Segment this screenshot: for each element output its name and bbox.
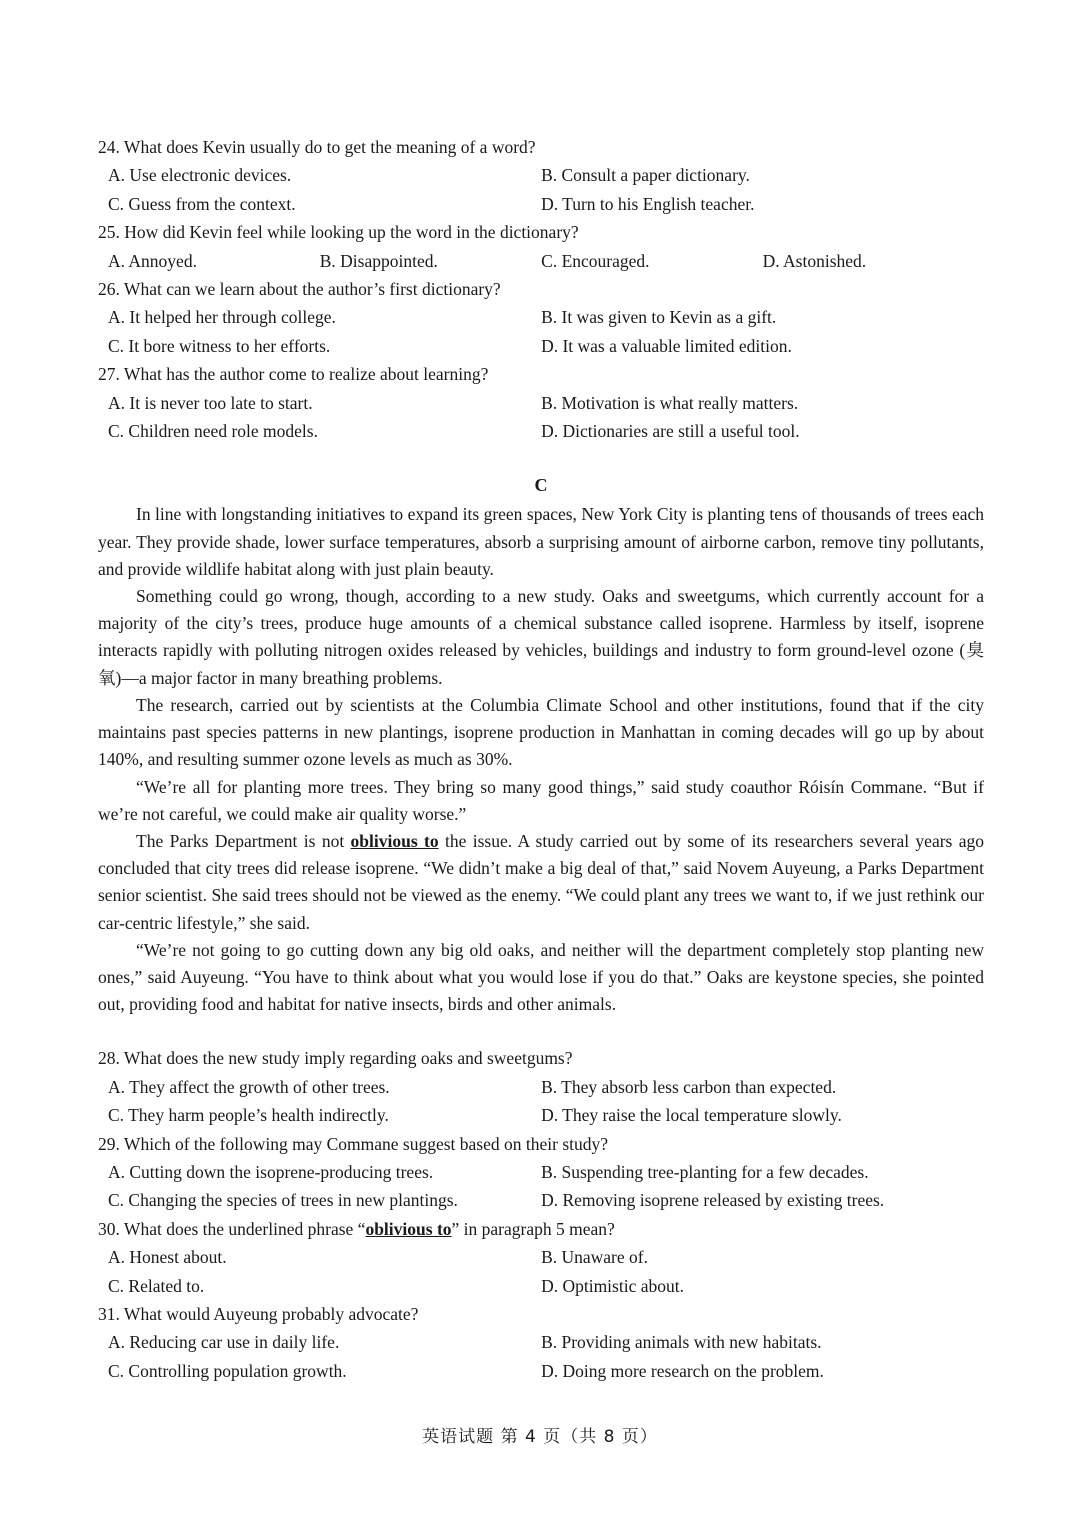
options-31-row2 [98, 1357, 984, 1385]
paragraph-5 [98, 828, 984, 937]
options-31 [98, 1328, 984, 1356]
option-24-d: D. Turn to his English teacher. [541, 193, 755, 214]
options-29-row2 [98, 1186, 984, 1214]
option-30-a: A. Honest about. [108, 1247, 227, 1268]
paragraph-4: “We’re all for planting more trees. They bring so many good things,” said study coauthor Róisín Commane. “But if we’re not careful, we could make air quality worse.” [98, 776, 984, 824]
options-27-row2 [98, 417, 984, 445]
question-24: 24. What does Kevin usually do to get the meaning of a word? [98, 137, 536, 157]
options-30 [98, 1243, 984, 1271]
options-25 [98, 247, 984, 275]
question-26: 26. What can we learn about the author’s first dictionary? [98, 279, 501, 300]
option-31-c: C. Controlling population growth. [108, 1360, 347, 1381]
option-31-d: D. Doing more research on the problem. [541, 1360, 824, 1381]
option-26-b: B. It was given to Kevin as a gift. [541, 307, 777, 328]
option-25-c: C. Encouraged. [541, 250, 650, 271]
option-24-a: A. Use electronic devices. [108, 165, 292, 186]
option-24-b: B. Consult a paper dictionary. [541, 165, 750, 186]
option-27-c: C. Children need role models. [108, 421, 318, 442]
question-30-start: 30. What does the underlined phrase “ [98, 1218, 366, 1239]
option-24-c: C. Guess from the context. [108, 193, 296, 214]
question-30 [98, 1215, 984, 1243]
underlined-phrase: oblivious to [350, 830, 439, 851]
option-27-b: B. Motivation is what really matters. [541, 392, 799, 413]
option-31-a: A. Reducing car use in daily life. [108, 1332, 340, 1353]
option-29-b: B. Suspending tree-planting for a few decades. [541, 1161, 869, 1182]
page-content [98, 133, 984, 1385]
option-28-c: C. They harm people’s health indirectly. [108, 1105, 389, 1126]
question-30-phrase: oblivious to [365, 1218, 452, 1239]
page-footer: 英语试题 第 4 页（共 8 页） [422, 1427, 658, 1447]
option-30-b: B. Unaware of. [541, 1247, 648, 1268]
option-29-a: A. Cutting down the isoprene-producing trees. [108, 1161, 434, 1182]
paragraph-1: In line with longstanding initiatives to expand its green spaces, New York City is planting tens of thousands of trees each year. They provide shade, lower surface temperatures, absorb a surprising amount of airborne carbon, remove tiny pollutants, and provide wildlife habitat along with just plain beauty. [98, 504, 984, 579]
paragraph-5-rest: the issue. A study carried out by some of its researchers several years ago concluded that city trees did release isoprene. “We didn’t make a big deal of that,” said Novem Auyeung, a Parks Department senior scientist. She said trees should not be viewed as the enemy. “We could plant any trees we want to, if we just rethink our car-centric lifestyle,” she said. [98, 830, 984, 933]
option-27-d: D. Dictionaries are still a useful tool. [541, 421, 800, 442]
question-25: 25. How did Kevin feel while looking up the word in the dictionary? [98, 222, 579, 243]
options-27 [98, 389, 984, 417]
options-28 [98, 1073, 984, 1101]
option-28-d: D. They raise the local temperature slowly. [541, 1105, 842, 1126]
paragraph-3: The research, carried out by scientists at the Columbia Climate School and other institutions, found that if the city maintains past species patterns in new plantings, isoprene production in Manhattan in coming decades will go up by about 140%, and resulting summer ozone levels as much as 30%. [98, 694, 984, 770]
option-25-d: D. Astonished. [762, 250, 867, 271]
options-24-row2 [98, 190, 984, 218]
paragraph-5-start: The Parks Department is not [136, 830, 351, 851]
option-28-b: B. They absorb less carbon than expected. [541, 1076, 837, 1097]
question-31: 31. What would Auyeung probably advocate? [98, 1303, 419, 1324]
option-28-a: A. They affect the growth of other trees. [108, 1076, 390, 1097]
options-26-row2 [98, 332, 984, 360]
options-28-row2 [98, 1101, 984, 1129]
option-26-c: C. It bore witness to her efforts. [108, 335, 331, 356]
options-24 [98, 161, 984, 189]
option-27-a: A. It is never too late to start. [108, 392, 313, 413]
option-30-d: D. Optimistic about. [541, 1275, 684, 1296]
section-title: C [534, 475, 548, 496]
question-27: 27. What has the author come to realize about learning? [98, 364, 489, 385]
option-29-d: D. Removing isoprene released by existing trees. [541, 1190, 885, 1211]
paragraph-2: Something could go wrong, though, according to a new study. Oaks and sweetgums, which currently account for a majority of the city’s trees, produce huge amounts of a chemical substance called isoprene. Harmless by itself, isoprene interacts rapidly with polluting nitrogen oxides released by vehicles, buildings and industry to form ground-level ozone (臭氧)—a major factor in many breathing problems. [98, 586, 984, 688]
options-29 [98, 1158, 984, 1186]
option-26-a: A. It helped her through college. [108, 307, 336, 328]
question-28: 28. What does the new study imply regarding oaks and sweetgums? [98, 1048, 573, 1069]
option-31-b: B. Providing animals with new habitats. [541, 1332, 822, 1353]
option-25-a: A. Annoyed. [108, 250, 197, 271]
option-29-c: C. Changing the species of trees in new plantings. [108, 1190, 458, 1211]
question-30-end: ” in paragraph 5 mean? [451, 1218, 615, 1239]
options-26 [98, 303, 984, 331]
option-26-d: D. It was a valuable limited edition. [541, 335, 792, 356]
question-29: 29. Which of the following may Commane suggest based on their study? [98, 1133, 609, 1154]
options-30-row2 [98, 1272, 984, 1300]
paragraph-6: “We’re not going to go cutting down any big old oaks, and neither will the department completely stop planting new ones,” said Auyeung. “You have to think about what you would lose if you do that.” Oaks are keystone species, she pointed out, providing food and habitat for native insects, birds and other animals. [98, 939, 984, 1015]
option-30-c: C. Related to. [108, 1275, 205, 1296]
option-25-b: B. Disappointed. [319, 250, 438, 271]
